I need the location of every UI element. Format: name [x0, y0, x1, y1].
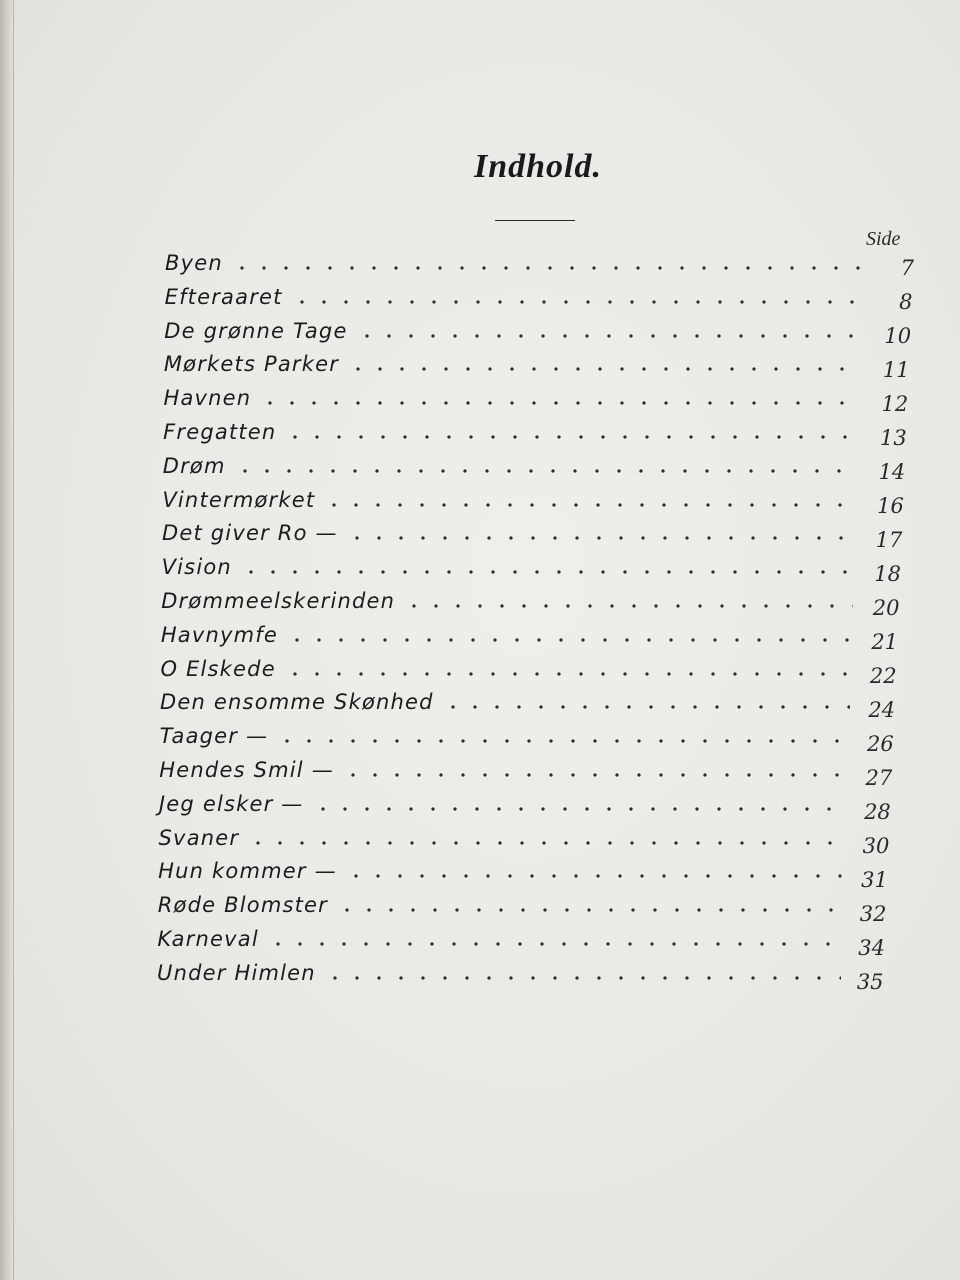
dot-leader [240, 550, 854, 574]
dot-leader [267, 922, 842, 946]
toc-entry [160, 652, 856, 682]
toc-entry [162, 516, 861, 546]
toc-page-number: 27 [865, 766, 893, 790]
toc-entry [157, 922, 848, 952]
toc-page-number: 22 [869, 664, 897, 688]
toc-entry [163, 381, 865, 411]
toc-entry [164, 314, 868, 344]
toc-entry-title: Vision [161, 555, 232, 580]
toc-entry [159, 787, 852, 817]
toc-entry-title: Havnymfe [160, 622, 279, 647]
dot-leader [291, 280, 863, 304]
dot-leader [284, 415, 858, 439]
toc-entry [160, 719, 855, 749]
toc-page-number: 18 [874, 562, 901, 586]
toc-entry-title: Vintermørket [162, 487, 316, 512]
toc-entry [163, 449, 864, 479]
toc-page-number: 8 [899, 290, 913, 314]
page-title: Indhold. [474, 148, 602, 185]
toc-entry-title: Havnen [163, 386, 252, 411]
toc-page-number: 14 [878, 460, 906, 484]
toc-page-number: 32 [859, 902, 887, 926]
toc-page-number: 26 [866, 732, 894, 756]
toc-entry-title: Jeg elsker — [158, 791, 304, 816]
toc-entry-title: Den ensomme Skønhed [160, 690, 434, 715]
toc-entry [160, 685, 856, 715]
toc-page-number: 30 [862, 834, 890, 858]
dot-leader [346, 516, 855, 540]
dot-leader [284, 652, 851, 676]
toc-entry-title: De grønne Tage [164, 318, 348, 343]
toc-page-number: 24 [868, 698, 896, 722]
dot-leader [347, 347, 861, 371]
toc-entry [161, 618, 858, 648]
toc-entry [159, 821, 852, 851]
dot-leader [324, 956, 841, 980]
toc-entry [165, 280, 869, 310]
toc-page-number: 21 [871, 630, 899, 654]
toc-entry-title: Drømmeelskerinden [161, 589, 396, 613]
toc-entry [157, 956, 847, 986]
page-column-label: Side [866, 228, 901, 250]
dot-leader [345, 854, 844, 878]
toc-page-number: 34 [858, 936, 885, 960]
dot-leader [356, 314, 862, 338]
toc-entry [159, 753, 853, 783]
dot-leader [259, 381, 859, 405]
toc-page-number: 31 [861, 868, 888, 892]
toc-entry-title: Røde Blomster [157, 893, 329, 918]
dot-leader [276, 719, 848, 743]
toc-entry-title: Mørkets Parker [163, 352, 340, 377]
dot-leader [234, 449, 858, 473]
toc-entry-title: Det giver Ro — [161, 521, 338, 546]
toc-entry [164, 347, 867, 377]
dot-leader [342, 753, 848, 777]
dot-leader [323, 483, 856, 507]
toc-entry [165, 246, 870, 276]
toc-entry [158, 854, 850, 884]
toc-entry [162, 483, 862, 513]
dot-leader [231, 246, 864, 270]
dot-leader [286, 618, 852, 642]
toc-entry-title: Hun kommer — [158, 859, 337, 884]
toc-page-number: 20 [872, 596, 900, 620]
toc-entry-title: Fregatten [163, 420, 277, 444]
toc-entry-title: Svaner [158, 825, 240, 850]
toc-page-number: 17 [875, 528, 903, 552]
toc-page-number: 16 [877, 494, 904, 518]
toc-entry-title: Efteraaret [164, 284, 283, 309]
toc-entry [162, 550, 861, 580]
dot-leader [403, 584, 853, 608]
toc-page-number: 28 [864, 800, 891, 824]
toc-entry-title: Byen [165, 251, 223, 275]
toc-page-number: 7 [900, 256, 914, 280]
dot-leader [247, 821, 845, 845]
dot-leader [442, 685, 850, 709]
toc-page-number: 12 [881, 392, 909, 416]
toc-entry-title: Drøm [162, 453, 226, 478]
toc-entry-title: O Elskede [160, 656, 276, 681]
toc-entry-title: Hendes Smil — [159, 758, 334, 782]
toc-page-number: 13 [880, 426, 907, 450]
toc-page-number: 10 [884, 324, 912, 348]
toc-entry [163, 415, 864, 445]
toc-entry [158, 888, 849, 918]
toc-page-number: 35 [856, 970, 884, 994]
dot-leader [312, 787, 847, 811]
toc-entry-title: Under Himlen [157, 960, 316, 985]
dot-leader [336, 888, 843, 912]
toc-entry-title: Taager — [159, 724, 269, 749]
toc-page-number: 11 [882, 358, 910, 382]
toc-entry-title: Karneval [157, 927, 259, 951]
toc-entry [161, 584, 859, 614]
